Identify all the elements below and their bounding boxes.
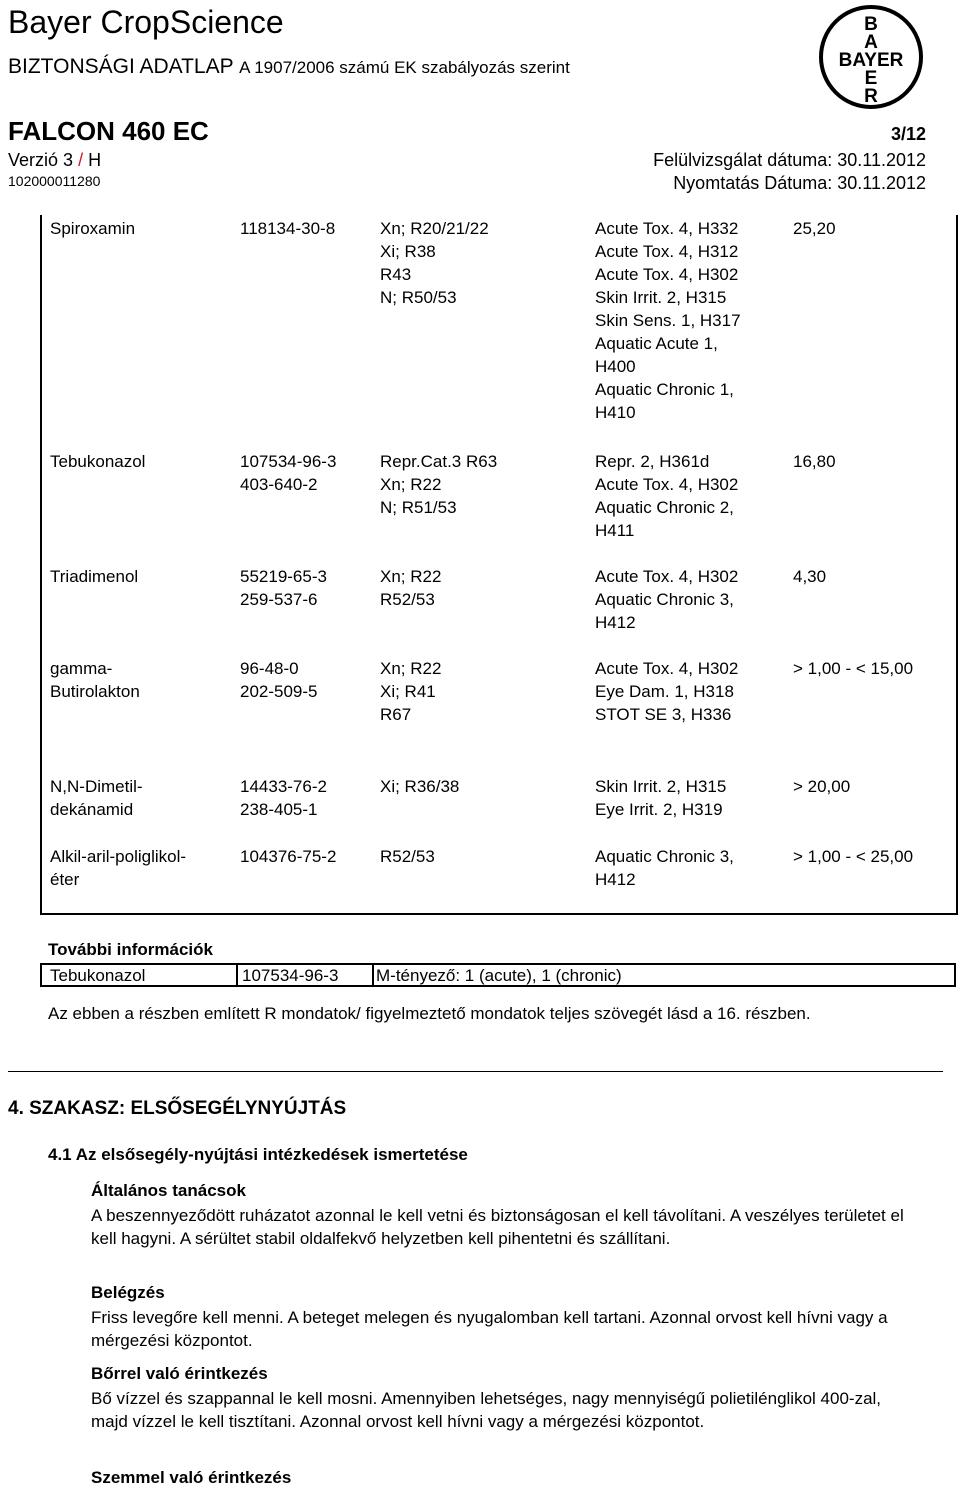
substance-name: Tebukonazol bbox=[50, 452, 146, 471]
inhalation-heading: Belégzés bbox=[91, 1283, 165, 1302]
logo-letter-r: R bbox=[864, 86, 878, 107]
inhalation-text: Friss levegőre kell menni. A beteget melegen és nyugalomban kell tartani. Azonnal orvost kell hívni vagy a mérgezési központot. bbox=[91, 1308, 888, 1350]
bayer-cross-logo bbox=[818, 4, 924, 110]
substance-name: Alkil-aril-poliglikol- éter bbox=[50, 847, 187, 889]
general-advice-text: A beszennyeződött ruházatot azonnal le kell vetni és biztonságosan el kell távolítani. A veszélyes területet el kell hagyni. A sérültet stabil oldalfekvő helyzetben kell pihentetni és szállítani. bbox=[91, 1206, 904, 1248]
concentration: 16,80 bbox=[793, 452, 836, 471]
cas-number: 96-48-0 202-509-5 bbox=[240, 659, 318, 701]
clp-classification: Acute Tox. 4, H332 Acute Tox. 4, H312 Acute Tox. 4, H302 Skin Irrit. 2, H315 Skin Sens. 1, H317 Aquatic Acute 1, H400 Aquatic Chronic 1, H410 bbox=[595, 219, 741, 422]
general-advice-heading: Általános tanácsok bbox=[91, 1181, 246, 1200]
section-4-title: 4. SZAKASZ: ELSŐSEGÉLYNYÚJTÁS bbox=[8, 1098, 347, 1119]
page-number: 3/12 bbox=[890, 124, 926, 144]
r-phrases: Xi; R36/38 bbox=[380, 777, 460, 796]
clp-classification: Acute Tox. 4, H302 Aquatic Chronic 3, H412 bbox=[595, 567, 739, 632]
material-number: 102000011280 bbox=[8, 173, 101, 189]
version-separator: / bbox=[78, 150, 84, 170]
substance-name: gamma- Butirolakton bbox=[50, 659, 140, 701]
eye-contact-heading: Szemmel való érintkezés bbox=[91, 1468, 292, 1487]
m-factor-cas: 107534-96-3 bbox=[242, 966, 339, 985]
clp-classification: Skin Irrit. 2, H315 Eye Irrit. 2, H319 bbox=[595, 777, 727, 819]
document-title bbox=[8, 55, 570, 79]
print-date: Nyomtatás Dátuma: 30.11.2012 bbox=[673, 173, 926, 193]
logo-letter-b: B bbox=[864, 14, 878, 35]
clp-classification: Acute Tox. 4, H302 Eye Dam. 1, H318 STOT SE 3, H336 bbox=[595, 659, 739, 724]
section-divider bbox=[8, 1071, 943, 1072]
logo-letter-e: E bbox=[864, 68, 878, 89]
additional-info-title: További információk bbox=[48, 940, 213, 959]
logo-word-bayer: BAYER bbox=[838, 50, 904, 71]
r-phrases: Repr.Cat.3 R63 Xn; R22 N; R51/53 bbox=[380, 452, 498, 517]
clp-classification: Repr. 2, H361d Acute Tox. 4, H302 Aquatic Chronic 2, H411 bbox=[595, 452, 739, 540]
column-divider bbox=[372, 965, 374, 985]
clp-classification: Aquatic Chronic 3, H412 bbox=[595, 847, 734, 889]
r-phrases: Xn; R22 Xi; R41 R67 bbox=[380, 659, 442, 724]
concentration: > 1,00 - < 25,00 bbox=[793, 847, 914, 866]
version-label: Verzió 3 bbox=[8, 150, 74, 170]
m-factor-substance: Tebukonazol bbox=[50, 966, 146, 985]
r-phrases: Xn; R20/21/22 Xi; R38 R43 N; R50/53 bbox=[380, 219, 489, 307]
product-name: FALCON 460 EC bbox=[8, 116, 209, 146]
column-divider bbox=[236, 965, 238, 985]
concentration: > 20,00 bbox=[793, 777, 851, 796]
cas-number: 104376-75-2 bbox=[240, 847, 337, 866]
m-factor-value: M-tényező: 1 (acute), 1 (chronic) bbox=[376, 966, 622, 985]
doc-title: BIZTONSÁGI ADATLAP bbox=[8, 55, 234, 78]
version-country: H bbox=[88, 150, 102, 170]
concentration: 4,30 bbox=[793, 567, 827, 586]
company-name: Bayer CropScience bbox=[8, 4, 284, 40]
concentration: > 1,00 - < 15,00 bbox=[793, 659, 914, 678]
version bbox=[8, 150, 101, 171]
r-phrases: R52/53 bbox=[380, 847, 435, 866]
composition-table bbox=[40, 215, 958, 915]
section-4-1-title: 4.1 Az elsősegély-nyújtási intézkedések ismertetése bbox=[48, 1145, 468, 1164]
substance-name: Spiroxamin bbox=[50, 219, 136, 238]
cas-number: 118134-30-8 bbox=[240, 219, 336, 238]
cas-number: 55219-65-3 259-537-6 bbox=[240, 567, 327, 609]
r-phrases-note: Az ebben a részben említett R mondatok/ figyelmeztető mondatok teljes szövegét lásd a 16. részben. bbox=[48, 1004, 811, 1023]
substance-name: N,N-Dimetil- dekánamid bbox=[50, 777, 143, 819]
cas-number: 14433-76-2 238-405-1 bbox=[240, 777, 327, 819]
regulation-text: A 1907/2006 számú EK szabályozás szerint bbox=[239, 58, 570, 77]
logo-letter-a: A bbox=[864, 32, 878, 53]
r-phrases: Xn; R22 R52/53 bbox=[380, 567, 442, 609]
m-factor-table bbox=[40, 963, 956, 987]
concentration: 25,20 bbox=[793, 219, 836, 238]
skin-contact-text: Bő vízzel és szappannal le kell mosni. Amennyiben lehetséges, nagy mennyiségű polietilénglikol 400-zal, majd vízzel le kell tisztítani. Azonnal orvost kell hívni vagy a mérgezési központot. bbox=[91, 1389, 882, 1431]
skin-contact-heading: Bőrrel való érintkezés bbox=[91, 1364, 268, 1383]
substance-name: Triadimenol bbox=[50, 567, 139, 586]
revision-date: Felülvizsgálat dátuma: 30.11.2012 bbox=[653, 150, 926, 170]
cas-number: 107534-96-3 403-640-2 bbox=[240, 452, 337, 494]
